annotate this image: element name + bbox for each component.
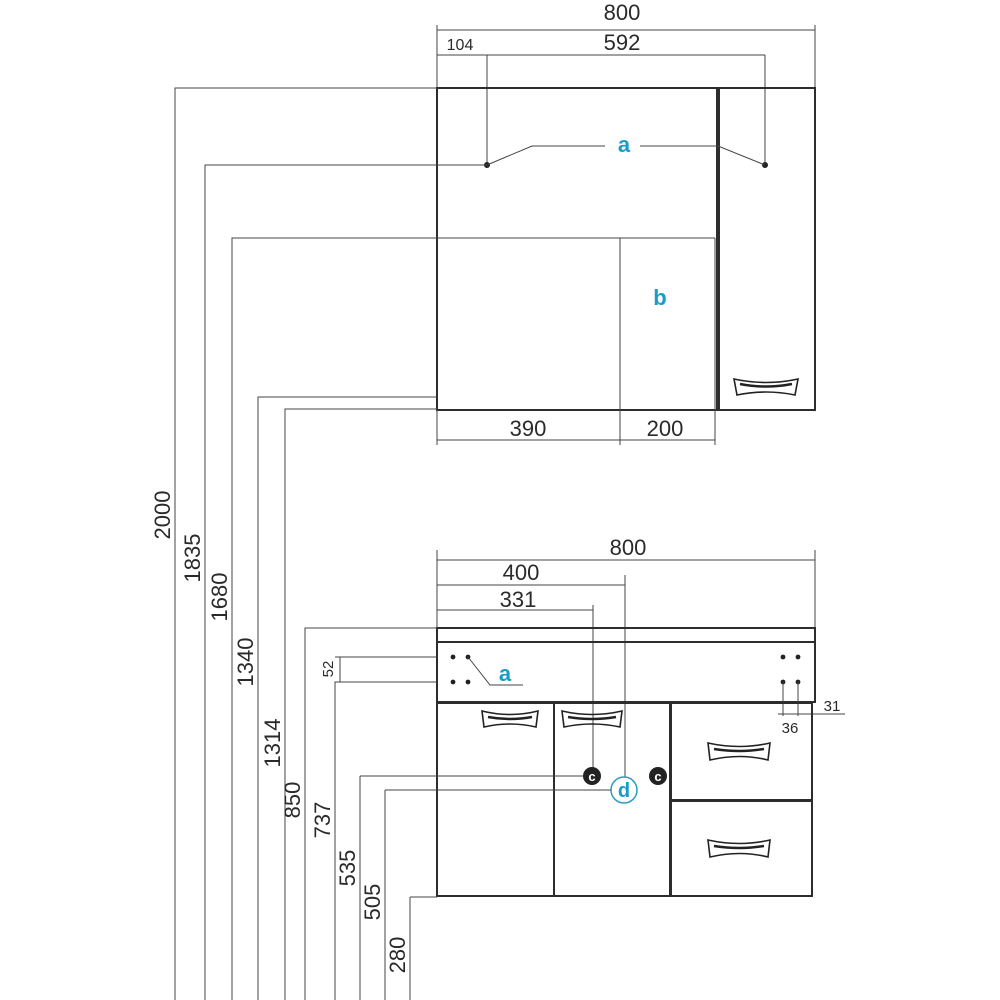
drawer-top-handle-icon: [708, 743, 770, 760]
dim-52: 52: [320, 660, 337, 678]
dim-36: 36: [781, 720, 799, 737]
dim-400: 400: [502, 560, 540, 585]
left-door: [437, 703, 554, 896]
basin-band: [437, 642, 815, 702]
vdim-737: 737: [310, 801, 335, 839]
vdim-280: 280: [385, 936, 410, 974]
center-door-handle-icon: [562, 711, 622, 727]
bottom-unit: [320, 535, 845, 897]
side-cabinet-handle-icon: [734, 379, 798, 395]
vdim-505: 505: [360, 883, 385, 921]
dim-31: 31: [823, 698, 841, 715]
vdim-850: 850: [280, 781, 305, 819]
label-a-bottom: a: [498, 661, 512, 686]
label-c-right: c: [654, 769, 662, 784]
label-d: d: [617, 780, 631, 802]
dim-top-span: 592: [603, 30, 641, 55]
dim-top-width: 800: [603, 0, 641, 25]
label-a-top: a: [617, 132, 631, 157]
dim-331: 331: [499, 587, 537, 612]
label-c-left: c: [588, 769, 596, 784]
left-door-handle-icon: [482, 711, 538, 727]
countertop: [437, 628, 815, 642]
drawer-bottom-handle-icon: [708, 840, 770, 857]
dim-bottom-width: 800: [609, 535, 647, 560]
side-cabinet: [719, 88, 815, 410]
dim-shelf-right: 200: [646, 416, 684, 441]
center-door: [554, 703, 670, 896]
dim-top-offset: 104: [446, 37, 474, 54]
vdim-1680: 1680: [207, 572, 232, 622]
vdim-1835: 1835: [180, 533, 205, 583]
vdim-1314: 1314: [260, 718, 285, 768]
dim-shelf-left: 390: [509, 416, 547, 441]
vdim-535: 535: [335, 849, 360, 887]
label-b: b: [653, 285, 667, 310]
mirror-panel: [437, 88, 717, 410]
top-unit: [437, 0, 815, 445]
vdim-1340: 1340: [233, 637, 258, 687]
vdim-2000: 2000: [150, 490, 175, 540]
